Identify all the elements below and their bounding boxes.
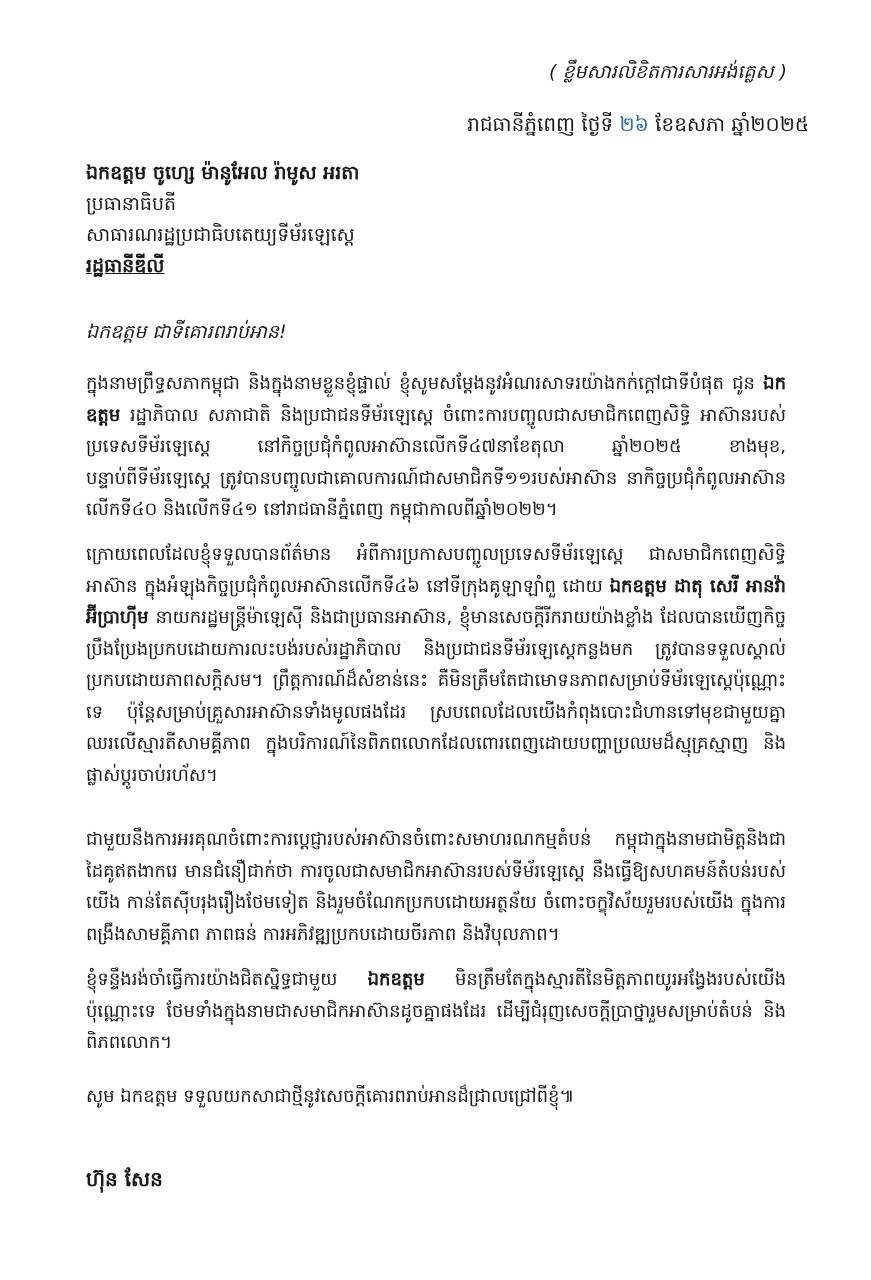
signature-name: ហ៊ុន សែន: [86, 1167, 163, 1191]
dateline-suffix: ខែឧសភា ឆ្នាំ២០២៥: [648, 112, 809, 136]
addressee-block: [86, 158, 786, 282]
paragraph-2: [86, 539, 786, 791]
salutation: ឯកឧត្តម ជាទីគោរពរាប់អាន!: [86, 321, 287, 343]
addressee-title: ប្រធានាធិបតី: [86, 193, 177, 215]
dateline-prefix: រាជធានីភ្នំពេញ ថ្ងៃទី: [467, 112, 620, 136]
paragraph-3-text-a: ជាមួយនឹងការអរគុណចំពោះការប្តេជ្ញារបស់អាស៊ានចំពោះសមាហរណកម្មតំបន់ កម្ពុជាក្នុងនាមជាមិត្តនិងជាដៃគូឥតងាករេ មានជំនឿជាក់ថា ការចូលជាសមាជិកអាស៊ានរបស់ទីម័រឡេស្តេ នឹងធ្វើឱ្យសហគមន៍តំបន់របស់យើង កាន់តែស៊ីបរុងរឿងថែមទៀត និងរួមចំណែកប្រកបដោយអត្ថន័យ ចំពោះចក្ខុវិស័យរួមរបស់យើង ក្នុងការពង្រឹងសាមគ្គីភាព ភាពធន់ ការអភិវឌ្ឍប្រកបដោយចីរភាព និងវិបុលភាព។: [86, 829, 786, 945]
addressee-name: ឯកឧត្តម ចូហ្សេ ម៉ានូអែល រ៉ាមូស អរតា: [86, 162, 360, 184]
paragraph-2-bold: ឯកឧត្តម ដាតុ សេរី អានវ៉ា អ៊ីប្រាហ៊ីម: [86, 575, 786, 628]
dateline: [467, 110, 809, 138]
paragraph-4-text-c: មិនត្រឹមតែក្នុងស្មារតីនៃមិត្តភាពយូរអង្វែងរបស់យើងប៉ុណ្ណោះទេ ថែមទាំងក្នុងនាមជាសមាជិកអាស៊ានដូចគ្នាផងដែរ ដើម្បីជំរុញសេចក្តីប្រាថ្នារួមសម្រាប់តំបន់ និងពិភពលោក។: [86, 969, 787, 1053]
paragraph-4-bold: ឯកឧត្តម: [367, 969, 425, 990]
addressee-city: រដ្ឋធានីឌីលី: [86, 255, 165, 277]
paragraph-1-bold: ឯកឧត្តម: [86, 373, 786, 426]
paragraph-1-text-c: រដ្ឋាភិបាល សភាជាតិ និងប្រជាជនទីម័រឡេស្តេ ចំពោះការបញ្ចូលជាសមាជិកពេញសិទ្ធិ អាស៊ានរបស់ប្រទេសទីម័រឡេស្តេ នៅកិច្ចប្រជុំកំពូលអាស៊ានលើកទី៤៧នាខែតុលា ឆ្នាំ២០២៥ ខាងមុខ, បន្ទាប់ពីទីម័រឡេស្តេ ត្រូវបានបញ្ចូលជាគោលការណ៍ជាសមាជិកទី១១របស់អាស៊ាន នាកិច្ចប្រជុំកំពូលអាស៊ានលើកទី៤០ និងលើកទី៤១ នៅរាជធានីភ្នំពេញ កម្ពុជាកាលពីឆ្នាំ២០២២។: [86, 404, 786, 520]
translation-note: ( ខ្លឹមសារលិខិតការសារអង់គ្លេស ): [549, 61, 787, 83]
closing-line: សូម ឯកឧត្តម ទទួលយកសាជាថ្មីនូវសេចក្តីគោរពរាប់អានដ៏ជ្រាលជ្រៅពីខ្ញុំ៕: [86, 1086, 575, 1107]
paragraph-3: [86, 824, 786, 950]
paragraph-1-text-a: ក្នុងនាមព្រឹទ្ធសភាកម្ពុជា និងក្នុងនាមខ្លួនខ្ញុំផ្ទាល់ ខ្ញុំសូមសម្តែងនូវអំណរសាទរយ៉ាងកក់ក្តៅជាទីបំផុត ជូន: [86, 373, 764, 394]
addressee-country: សាធារណរដ្ឋប្រជាធិបតេយ្យទីម័រឡេស្តេ: [86, 224, 355, 246]
paragraph-4: [86, 964, 786, 1059]
paragraph-4-text-a: ខ្ញុំទន្ទឹងរង់ចាំធ្វើការយ៉ាងជិតស្និទ្ធជាមួយ: [86, 969, 368, 990]
paragraph-2-text-c: នាយករដ្ឋមន្ត្រីម៉ាឡេស៊ី និងជាប្រធានអាស៊ាន, ខ្ញុំមានសេចក្តីរីករាយយ៉ាងខ្លាំង ដែលបានឃើញកិច្ចប្រឹងប្រែងប្រកបដោយការលះបង់របស់រដ្ឋាភិបាល និងប្រជាជនទីម័រឡេស្តេកន្លងមក ត្រូវបានទទួលស្គាល់ប្រកបដោយភាពសក្តិសម។ ព្រឹត្តការណ៍ដ៏សំខាន់នេះ គឺមិនត្រឹមតែជាមោទនភាពសម្រាប់ទីម័រឡេស្តេប៉ុណ្ណោះទេ ប៉ុន្តែសម្រាប់គ្រួសារអាស៊ានទាំងមូលផងដែរ ស្របពេលដែលយើងកំពុងបោះជំហានទៅមុខជាមួយគ្នា ឈរលើស្មារតីសាមគ្គីភាព ក្នុងបរិការណ៍នៃពិភពលោកដែលពោរពេញដោយបញ្ហាប្រឈមដ៏ស្មុគ្រស្មាញ និងផ្លាស់ប្តូរចាប់រហ័ស។: [86, 607, 786, 786]
paragraph-2-text-a: ក្រោយពេលដែលខ្ញុំទទួលបានព័ត៌មាន អំពីការប្រកាសបញ្ចូលប្រទេសទីម័រឡេស្តេ ជាសមាជិកពេញសិទ្ធិអាស៊ាន ក្នុងអំឡុងកិច្ចប្រជុំកំពូលអាស៊ានលើកទី៤៦ នៅទីក្រុងគូឡាឡាំពួ ដោយ: [86, 544, 786, 597]
dateline-day: ២៦: [619, 112, 649, 136]
paragraph-1: [86, 368, 786, 526]
